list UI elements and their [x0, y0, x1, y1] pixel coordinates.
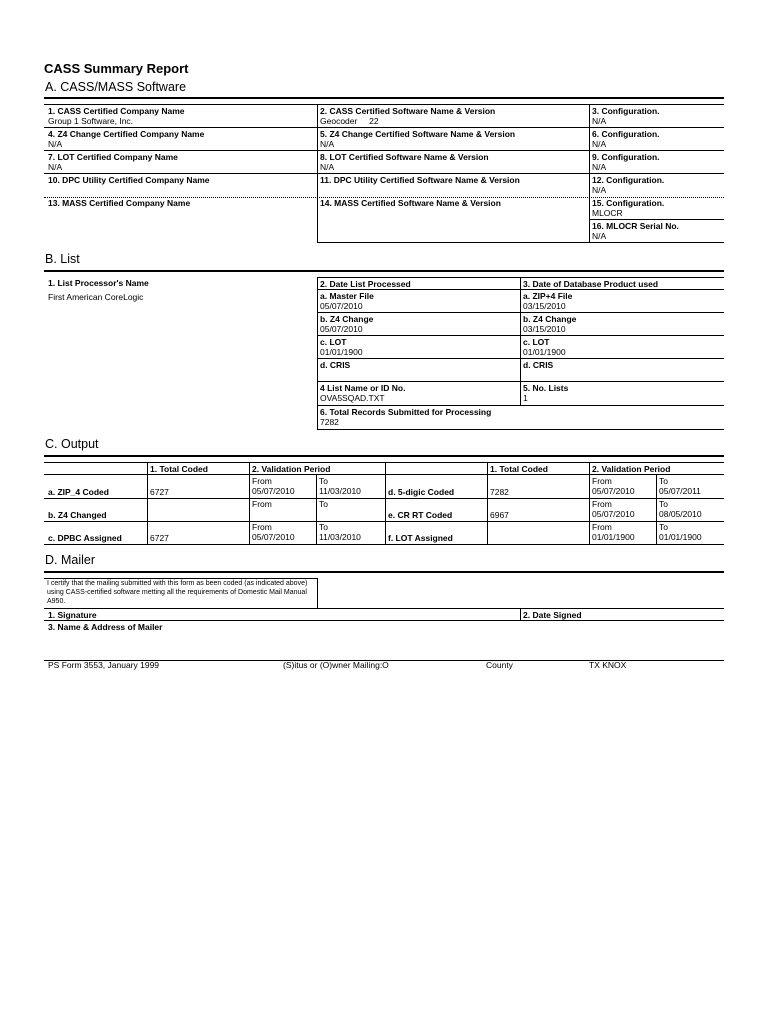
- lot-company-value: N/A: [48, 162, 63, 172]
- signature-label: 1. Signature: [48, 610, 97, 620]
- date-signed-label: 2. Date Signed: [523, 610, 582, 620]
- output-from-value-2: 01/01/1900: [592, 532, 635, 542]
- list-processor-label: 1. List Processor's Name: [48, 278, 149, 288]
- output-to-label-2: To: [659, 476, 668, 486]
- zip4-file-label: a. ZIP+4 File: [523, 291, 573, 301]
- cass-software-label: 2. CASS Certified Software Name & Version: [320, 106, 496, 116]
- z4-change-db-value: 03/15/2010: [523, 324, 566, 334]
- section-divider: [44, 455, 724, 457]
- lot-label: c. LOT: [320, 337, 347, 347]
- config-15-label: 15. Configuration.: [592, 198, 665, 208]
- output-from-label: From: [252, 476, 272, 486]
- output-from-value: 05/07/2010: [252, 486, 295, 496]
- output-to-label: To: [319, 476, 328, 486]
- lot-db-label: c. LOT: [523, 337, 550, 347]
- output-from-label: From: [252, 522, 272, 532]
- output-row-label-2: d. 5-digic Coded: [388, 487, 455, 497]
- certification-statement: I certify that the mailing submitted with this form as been coded (as indicated above) using CASS-certified software metting all the requirements of Domestic Mail Manual A950.: [47, 580, 308, 605]
- config-6-label: 6. Configuration.: [592, 129, 660, 139]
- output-from-label-2: From: [592, 499, 612, 509]
- mlocr-serial-value: N/A: [592, 231, 607, 241]
- output-to-label-2: To: [659, 522, 668, 532]
- total-coded-header-2: 1. Total Coded: [490, 464, 548, 474]
- dpc-company-label: 10. DPC Utility Certified Company Name: [48, 175, 210, 185]
- validation-period-header: 2. Validation Period: [252, 464, 331, 474]
- output-to-value: 11/03/2010: [319, 486, 361, 496]
- z4-company-label: 4. Z4 Change Certified Company Name: [48, 129, 205, 139]
- date-processed-label: 2. Date List Processed: [320, 279, 411, 289]
- config-15-value: MLOCR: [592, 208, 623, 218]
- output-to-label-2: To: [659, 499, 668, 509]
- z4-change-label: b. Z4 Change: [320, 314, 374, 324]
- zip4-file-value: 03/15/2010: [523, 301, 566, 311]
- config-9-value: N/A: [592, 162, 607, 172]
- lot-software-value: N/A: [320, 162, 335, 172]
- z4-change-db-label: b. Z4 Change: [523, 314, 577, 324]
- total-records-value: 7282: [320, 417, 339, 427]
- config-12-label: 12. Configuration.: [592, 175, 665, 185]
- date-db-label: 3. Date of Database Product used: [523, 279, 659, 289]
- mailing-type: (S)itus or (O)wner Mailing:O: [283, 660, 389, 670]
- output-from-value-2: 05/07/2010: [592, 486, 635, 496]
- output-from-value: 05/07/2010: [252, 532, 295, 542]
- section-d-heading: D. Mailer: [45, 553, 96, 567]
- report-title: CASS Summary Report: [44, 61, 189, 76]
- output-row-label: a. ZIP_4 Coded: [48, 487, 109, 497]
- mass-company-label: 13. MASS Certified Company Name: [48, 198, 191, 208]
- name-address-label: 3. Name & Address of Mailer: [48, 622, 163, 632]
- list-name-label: 4 List Name or ID No.: [320, 383, 406, 393]
- output-to-label: To: [319, 499, 328, 509]
- total-coded-header: 1. Total Coded: [150, 464, 208, 474]
- list-processor-value: First American CoreLogic: [48, 292, 144, 302]
- z4-change-value: 05/07/2010: [320, 324, 363, 334]
- output-from-label-2: From: [592, 476, 612, 486]
- cris-label: d. CRIS: [320, 360, 351, 370]
- section-divider: [44, 97, 724, 99]
- cris-db-label: d. CRIS: [523, 360, 554, 370]
- output-from-label: From: [252, 499, 272, 509]
- form-number: PS Form 3553, January 1999: [48, 660, 160, 670]
- cass-software-value: Geocoder 22: [320, 116, 379, 126]
- z4-company-value: N/A: [48, 139, 63, 149]
- output-row-label-2: e. CR RT Coded: [388, 510, 453, 520]
- output-row-total-2: 7282: [490, 487, 509, 497]
- total-records-label: 6. Total Records Submitted for Processing: [320, 407, 492, 417]
- lot-company-label: 7. LOT Certified Company Name: [48, 152, 178, 162]
- county-value: TX KNOX: [589, 660, 627, 670]
- section-divider: [44, 270, 724, 272]
- output-from-label-2: From: [592, 522, 612, 532]
- output-row-label: c. DPBC Assigned: [48, 533, 122, 543]
- output-row-total: 6727: [150, 533, 169, 543]
- mlocr-serial-label: 16. MLOCR Serial No.: [592, 221, 679, 231]
- list-name-value: OVA5SQAD.TXT: [320, 393, 385, 403]
- num-lists-value: 1: [523, 393, 528, 403]
- mass-software-label: 14. MASS Certified Software Name & Version: [320, 198, 501, 208]
- lot-db-value: 01/01/1900: [523, 347, 566, 357]
- master-file-value: 05/07/2010: [320, 301, 363, 311]
- county-label: County: [486, 660, 513, 670]
- z4-software-label: 5. Z4 Change Certified Software Name & Version: [320, 129, 516, 139]
- output-row-total: 6727: [150, 487, 169, 497]
- output-row-label-2: f. LOT Assigned: [388, 533, 453, 543]
- section-c-heading: C. Output: [45, 437, 99, 451]
- output-to-value-2: 08/05/2010: [659, 509, 702, 519]
- config-6-value: N/A: [592, 139, 607, 149]
- master-file-label: a. Master File: [320, 291, 374, 301]
- output-from-value-2: 05/07/2010: [592, 509, 635, 519]
- output-row-label: b. Z4 Changed: [48, 510, 107, 520]
- section-divider: [44, 571, 724, 573]
- config-9-label: 9. Configuration.: [592, 152, 660, 162]
- output-row-total-2: 6967: [490, 510, 509, 520]
- section-a-heading: A. CASS/MASS Software: [45, 80, 187, 94]
- output-to-value-2: 05/07/2011: [659, 486, 701, 496]
- cass-company-value: Group 1 Software, Inc.: [48, 116, 134, 126]
- output-to-label: To: [319, 522, 328, 532]
- validation-period-header-2: 2. Validation Period: [592, 464, 671, 474]
- output-to-value: 11/03/2010: [319, 532, 361, 542]
- config-3-label: 3. Configuration.: [592, 106, 660, 116]
- z4-software-value: N/A: [320, 139, 335, 149]
- output-to-value-2: 01/01/1900: [659, 532, 702, 542]
- config-3-value: N/A: [592, 116, 607, 126]
- lot-software-label: 8. LOT Certified Software Name & Version: [320, 152, 489, 162]
- config-12-value: N/A: [592, 185, 607, 195]
- num-lists-label: 5. No. Lists: [523, 383, 569, 393]
- cass-company-label: 1. CASS Certified Company Name: [48, 106, 185, 116]
- section-b-heading: B. List: [45, 252, 80, 266]
- dpc-software-label: 11. DPC Utility Certified Software Name & Version: [320, 175, 520, 185]
- lot-value: 01/01/1900: [320, 347, 363, 357]
